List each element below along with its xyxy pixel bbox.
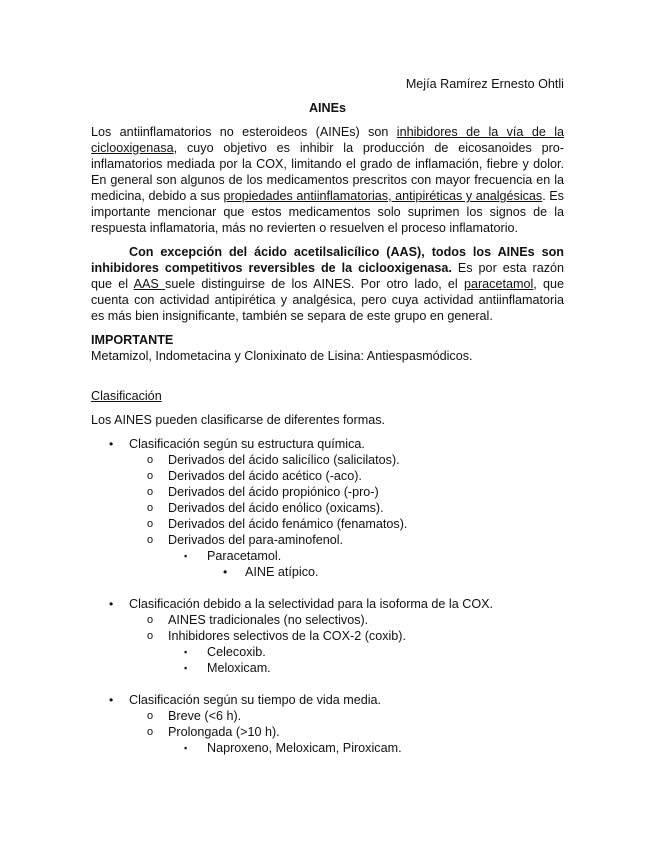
p2-text-1: Es por esta razón que el [91, 261, 565, 291]
item-text: Paracetamol. [207, 549, 282, 563]
item-text: AINE atípico. [245, 565, 319, 579]
circle-marker: o [147, 726, 154, 738]
item-text: Prolongada (>10 h). [168, 725, 280, 739]
circle-marker: o [147, 470, 154, 482]
bullet-marker: • [109, 437, 114, 451]
item-text: Naproxeno, Meloxicam, Piroxicam. [207, 741, 402, 755]
item-text: Derivados del ácido enólico (oxicams). [168, 501, 384, 515]
document-body [91, 124, 564, 756]
circle-marker: o [147, 502, 154, 514]
list-item [129, 516, 564, 532]
circle-marker: o [147, 518, 154, 530]
circle-marker: o [147, 630, 154, 642]
list-item [168, 644, 564, 660]
p1-text-1: Los antiinflamatorios no esteroideos (AINEs) son [91, 125, 397, 139]
list-item [91, 436, 564, 580]
list-item [129, 500, 564, 516]
bullet-marker: • [223, 565, 228, 579]
aas-paragraph [91, 244, 564, 324]
square-marker: ▪ [184, 663, 188, 673]
item-text: Derivados del ácido acético (-aco). [168, 469, 362, 483]
p2-text-3: , que cuenta con actividad antipirética y analgésica, pero cuya actividad antiinflamatoria es más bien insignificante, también se separa de este grupo en general. [91, 277, 565, 323]
square-marker: ▪ [184, 647, 188, 657]
list-item [168, 548, 564, 580]
list-item [129, 452, 564, 468]
square-marker: ▪ [184, 551, 188, 561]
circle-marker: o [147, 486, 154, 498]
list-item [168, 660, 564, 676]
item-text: Derivados del para-aminofenol. [168, 533, 344, 547]
circle-marker: o [147, 614, 154, 626]
p1-text-3: . Es importante mencionar que estos medicamentos solo suprimen los signos de la respuesta inflamatoria, más no revierten o resuelven el proceso inflamatorio. [91, 189, 564, 235]
circle-marker: o [147, 534, 154, 546]
list-item [129, 484, 564, 500]
important-heading: IMPORTANTE [91, 333, 174, 347]
document-title: AINEs [308, 101, 347, 115]
p1-underline-1: inhibidores de la vía de la ciclooxigenasa [91, 125, 565, 155]
item-text: Meloxicam. [207, 661, 271, 675]
classification-heading: Clasificación [91, 389, 162, 403]
list-item [129, 612, 564, 628]
important-text: Metamizol, Indometacina y Clonixinato de Lisina: Antiespasmódicos. [91, 349, 473, 363]
author-name: Mejía Ramírez Ernesto Ohtli [405, 77, 564, 91]
p2-underline-1: AAS [133, 277, 166, 291]
bullet-marker: • [109, 597, 114, 611]
square-marker: ▪ [184, 743, 188, 753]
group-label: Clasificación según su estructura química. [129, 437, 365, 451]
intro-paragraph [91, 124, 564, 236]
circle-marker: o [147, 454, 154, 466]
item-text: Derivados del ácido fenámico (fenamatos). [168, 517, 408, 531]
group-label: Clasificación según su tiempo de vida media. [129, 693, 382, 707]
list-item [168, 740, 564, 756]
classification-intro: Los AINES pueden clasificarse de diferentes formas. [91, 413, 386, 427]
p2-text-2: suele distinguirse de los AINES. Por otro lado, el [165, 277, 464, 291]
p2-bold: Con excepción del ácido acetilsalicílico (AAS), todos los AINEs son inhibidores competitivos reversibles de la ciclooxigenasa. [91, 245, 564, 275]
item-text: Derivados del ácido salicílico (salicilatos). [168, 453, 400, 467]
list-item [91, 692, 564, 756]
list-item [207, 564, 564, 580]
bullet-marker: • [109, 693, 114, 707]
circle-marker: o [147, 710, 154, 722]
list-item [129, 724, 564, 756]
p1-text-2: , cuyo objetivo es inhibir la producción de eicosanoides pro-inflamatorios mediada por la COX, limitando el grado de inflamación, fiebre y dolor. En general son algunos de los medicamentos prescritos con mayor frecuencia en la medicina, debido a sus [91, 141, 564, 203]
list-item [91, 596, 564, 676]
item-text: Inhibidores selectivos de la COX-2 (coxib). [168, 629, 406, 643]
classification-list [91, 436, 564, 756]
list-item [129, 708, 564, 724]
item-text: Derivados del ácido propiónico (-pro-) [168, 485, 379, 499]
p1-underline-2: propiedades antiinflamatorias, antipiréticas y analgésicas [223, 189, 543, 203]
list-item [129, 532, 564, 580]
p2-underline-2: paracetamol [463, 277, 534, 291]
item-text: Celecoxib. [207, 645, 266, 659]
list-item [129, 468, 564, 484]
item-text: Breve (<6 h). [168, 709, 242, 723]
item-text: AINES tradicionales (no selectivos). [168, 613, 369, 627]
list-item [129, 628, 564, 676]
group-label: Clasificación debido a la selectividad para la isoforma de la COX. [129, 597, 494, 611]
